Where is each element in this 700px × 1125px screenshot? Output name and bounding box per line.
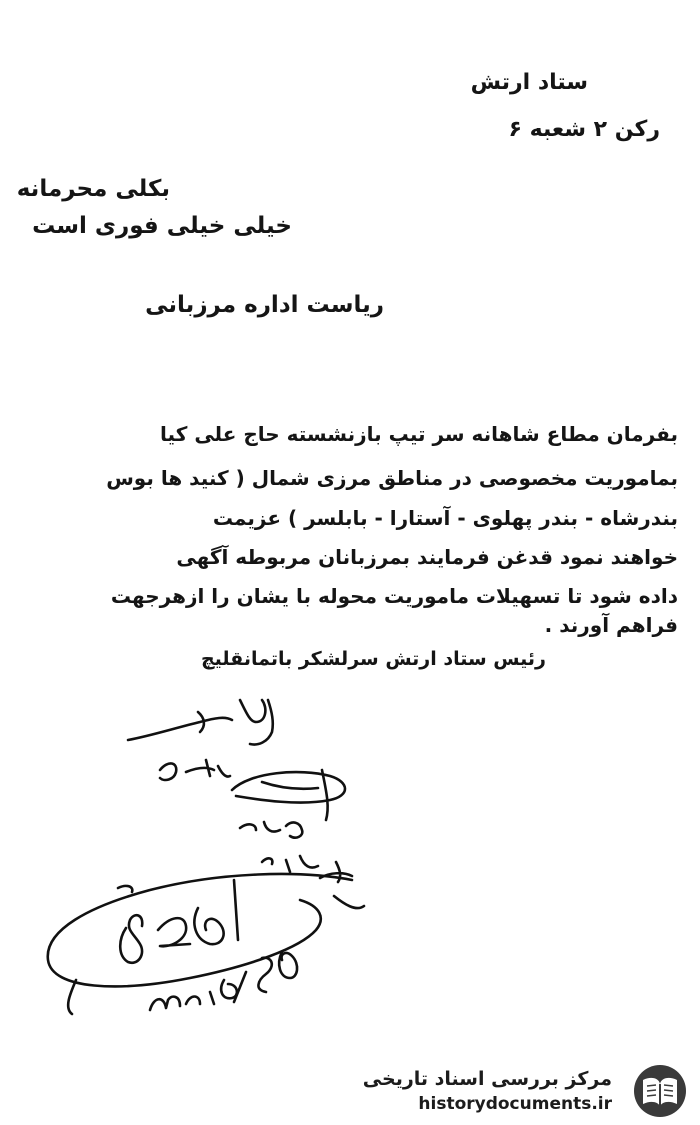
registration-date bbox=[279, 952, 297, 978]
body-line: داده شود تا تسهیلات ماموریت محوله با یشان را ازهرجهت bbox=[110, 584, 678, 608]
signature-stroke bbox=[218, 766, 230, 777]
archive-logo-icon bbox=[629, 1062, 691, 1120]
registration-loop bbox=[48, 874, 352, 986]
registration-loop bbox=[334, 896, 364, 908]
addressee: ریاست اداره مرزبانی bbox=[145, 292, 384, 318]
signature-stroke bbox=[186, 760, 214, 776]
registration-date bbox=[258, 958, 271, 992]
classification-secrecy: بکلی محرمانه bbox=[16, 176, 170, 202]
signature-stroke bbox=[240, 822, 302, 838]
registration-number bbox=[234, 880, 238, 940]
registration-number bbox=[194, 908, 223, 944]
header-office: ستاد ارتش bbox=[470, 70, 588, 95]
registration-number bbox=[158, 918, 190, 946]
signature-stroke bbox=[160, 763, 176, 780]
signature-stroke bbox=[262, 856, 318, 872]
signature-block: رئیس ستاد ارتش سرلشکر باتمانقلیچ bbox=[200, 648, 546, 670]
classification-urgency: خیلی خیلی فوری است bbox=[32, 213, 292, 239]
registration-date bbox=[221, 980, 237, 998]
body-line: بفرمان مطاع شاهانه سر تیپ بازنشسته حاج علی کیا bbox=[160, 422, 678, 446]
signature-stroke bbox=[262, 782, 318, 789]
body-line: بماموریت مخصوصی در مناطق مرزی شمال ( کنید ها بوس bbox=[106, 466, 678, 490]
signature-stroke bbox=[128, 718, 232, 740]
registration-date bbox=[210, 992, 214, 1004]
body-line: بندرشاه - بندر پهلوی - آستارا - بابلسر ) عزیمت bbox=[212, 506, 678, 530]
registration-loop bbox=[68, 980, 76, 1014]
signature-stroke bbox=[240, 700, 265, 722]
registration-date bbox=[150, 997, 180, 1010]
signature-stroke bbox=[322, 770, 328, 820]
header-reference: رکن ۲ شعبه ۶ bbox=[508, 117, 660, 142]
body-line: فراهم آورند . bbox=[544, 613, 678, 637]
registration-date bbox=[186, 997, 200, 1005]
registration-number bbox=[118, 886, 132, 892]
watermark-name: مرکز بررسی اسناد تاریخی bbox=[362, 1068, 612, 1090]
watermark-site: historydocuments.ir bbox=[418, 1094, 612, 1114]
registration-number bbox=[120, 915, 142, 963]
body-line: خواهند نمود قدغن فرمایند بمرزبانان مربوطه آگهی bbox=[176, 545, 678, 569]
